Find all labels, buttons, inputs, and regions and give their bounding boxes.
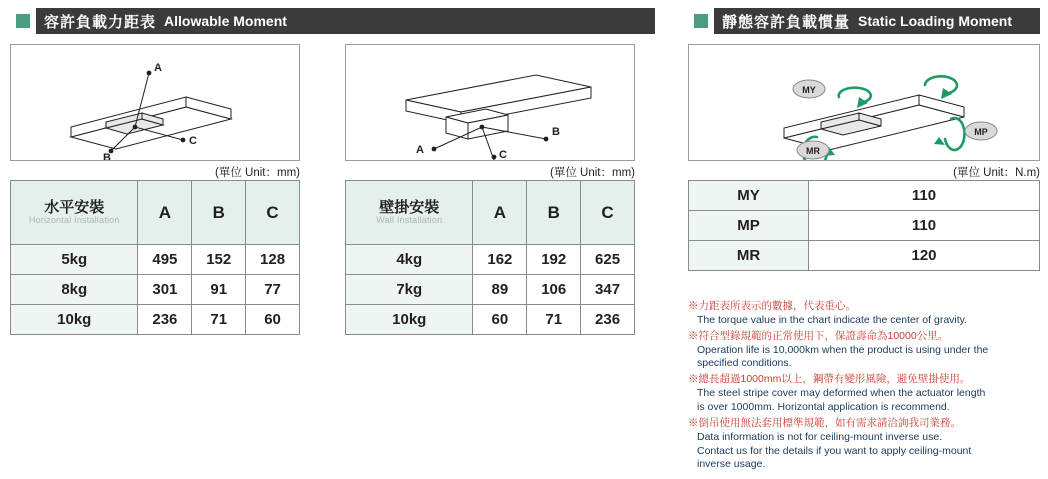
table1-head-cn: 水平安裝 (44, 199, 105, 216)
moment-row1-label: MP (689, 211, 809, 241)
table2-row1-c: 347 (581, 275, 635, 305)
table2-row0-a: 162 (473, 245, 527, 275)
left-section-title-cn: 容許負載力距表 (44, 13, 157, 31)
table2-row2-label: 10kg (346, 305, 473, 335)
moment-row0-value: 110 (809, 181, 1040, 211)
note-2-en-0: The steel stripe cover may deformed when the actuator length (697, 387, 986, 400)
table1-row1-label: 8kg (11, 275, 138, 305)
table1-head-en: Horizontal Installation (28, 214, 120, 225)
table2-col-b: B (527, 181, 581, 245)
table2-row1-b: 106 (527, 275, 581, 305)
table2-row2-a: 60 (473, 305, 527, 335)
table1-row1-c: 77 (246, 275, 300, 305)
note-2-cn: ※總長超過1000mm以上，鋼帶有變形風險，避免壁掛使用。 (688, 373, 971, 386)
note-0-en-0: The torque value in the chart indicate the center of gravity. (697, 313, 968, 326)
horizontal-installation-figure (10, 44, 300, 161)
table1-row2-c: 60 (246, 305, 300, 335)
horizontal-actuator-diagram (11, 45, 299, 160)
moment-row1-value: 110 (809, 211, 1040, 241)
moment-row2-value: 120 (809, 241, 1040, 271)
table2-row0-label: 4kg (346, 245, 473, 275)
table2-row2-b: 71 (527, 305, 581, 335)
table1-row0-label: 5kg (11, 245, 138, 275)
table1-row1-b: 91 (192, 275, 246, 305)
table-header-row (346, 181, 635, 245)
table2-row2-c: 236 (581, 305, 635, 335)
note-3-en-2: inverse usage. (697, 458, 766, 471)
table2-row1-a: 89 (473, 275, 527, 305)
table-row (346, 245, 635, 275)
table1-row2-a: 236 (138, 305, 192, 335)
wall-installation-figure (345, 44, 635, 161)
left-section-header (10, 8, 655, 34)
right-unit-label: (單位 Unit：N.m) (953, 167, 1040, 179)
note-3-cn: ※倒吊使用無法套用標準規範，如有需求請洽詢我司業務。 (688, 416, 961, 429)
figure1-label-c: C (189, 135, 197, 147)
figure2-label-a: A (416, 144, 424, 156)
table1-head-install (11, 181, 138, 245)
table-row (346, 305, 635, 335)
table-row (689, 241, 1040, 271)
table1-row0-c: 128 (246, 245, 300, 275)
table1-row2-b: 71 (192, 305, 246, 335)
table1-col-c: C (246, 181, 300, 245)
table2-head-en: Wall Installation (376, 214, 443, 225)
table2-row1-label: 7kg (346, 275, 473, 305)
right-section-title-cn: 靜態容許負載慣量 (722, 13, 851, 31)
figure-label-mp: MP (974, 127, 988, 137)
moment-row0-label: MY (689, 181, 809, 211)
figure-label-my: MY (802, 85, 816, 95)
right-section-header (688, 8, 1040, 34)
table2-head-install (346, 181, 473, 245)
table-row (689, 181, 1040, 211)
green-square-icon (10, 8, 36, 34)
right-section-title-en: Static Loading Moment (858, 13, 1013, 29)
left-unit-label-2: (單位 Unit：mm) (550, 167, 635, 179)
wall-actuator-diagram (346, 45, 634, 160)
horizontal-installation-table (10, 180, 300, 335)
note-1-en-0: Operation life is 10,000km when the product is using under the (697, 343, 989, 356)
static-loading-figure (688, 44, 1040, 161)
table-header-row (11, 181, 300, 245)
table1-col-a: A (138, 181, 192, 245)
notes-list (688, 300, 1038, 474)
table2-head-cn: 壁掛安裝 (379, 199, 440, 216)
table1-row2-label: 10kg (11, 305, 138, 335)
table2-col-c: C (581, 181, 635, 245)
table1-row0-b: 152 (192, 245, 246, 275)
table-row (11, 305, 300, 335)
note-item (688, 300, 1038, 328)
table2-row0-b: 192 (527, 245, 581, 275)
table-row (346, 275, 635, 305)
table2-col-a: A (473, 181, 527, 245)
note-item (688, 417, 1038, 472)
table1-row1-a: 301 (138, 275, 192, 305)
table1-row0-a: 495 (138, 245, 192, 275)
table1-col-b: B (192, 181, 246, 245)
table-row (11, 275, 300, 305)
moment-row2-label: MR (689, 241, 809, 271)
table2-row0-c: 625 (581, 245, 635, 275)
note-item (688, 330, 1038, 372)
left-section-title-en: Allowable Moment (164, 13, 287, 29)
left-unit-label-1: (單位 Unit：mm) (215, 167, 300, 179)
note-3-en-0: Data information is not for ceiling-mount inverse use. (697, 430, 943, 443)
green-square-icon (688, 8, 714, 34)
note-1-cn: ※符合型錄規範的正常使用下，保證壽命為10000公里。 (688, 329, 949, 342)
note-item (688, 373, 1038, 415)
figure-label-mr: MR (806, 146, 820, 156)
static-loading-moment-diagram (689, 45, 1039, 160)
note-0-cn: ※力距表所表示的數據，代表重心。 (688, 300, 856, 312)
table-row (689, 211, 1040, 241)
figure2-label-b: B (552, 126, 560, 138)
figure1-label-a: A (154, 62, 162, 74)
static-loading-moment-table (688, 180, 1040, 271)
left-section-title-group (36, 8, 287, 34)
wall-installation-table (345, 180, 635, 335)
figure1-label-b: B (103, 152, 111, 160)
table-row (11, 245, 300, 275)
right-section-title-group (714, 8, 1012, 34)
note-2-en-1: is over 1000mm. Horizontal application is recommend. (697, 401, 950, 414)
note-1-en-1: specified conditions. (697, 357, 792, 370)
note-3-en-1: Contact us for the details if you want to apply ceiling-mount (697, 444, 972, 457)
figure2-label-c: C (499, 149, 507, 160)
